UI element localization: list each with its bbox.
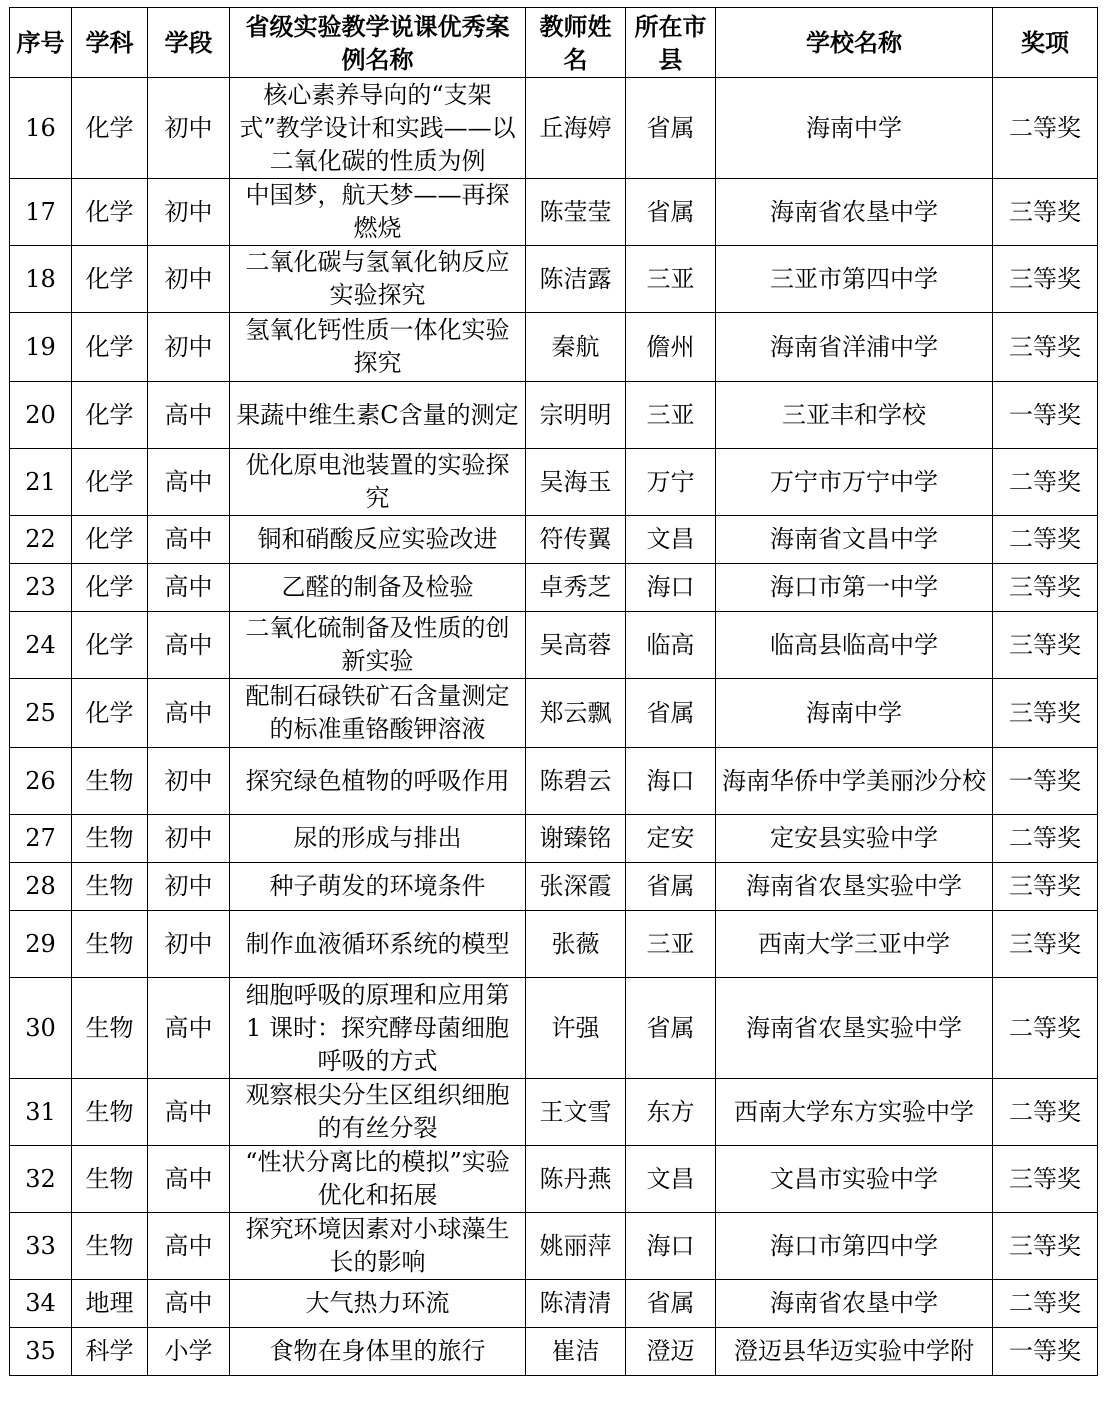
table-row xyxy=(10,382,1098,449)
cell-school: 海南中学 xyxy=(716,679,993,748)
header-case-name: 省级实验教学说课优秀案例名称 xyxy=(230,8,526,78)
cell-school: 西南大学三亚中学 xyxy=(716,911,993,978)
cell-subject: 科学 xyxy=(72,1328,148,1376)
cell-seq: 22 xyxy=(10,516,72,564)
cell-school: 海口市第一中学 xyxy=(716,564,993,612)
cell-subject: 化学 xyxy=(72,382,148,449)
cell-seq: 28 xyxy=(10,863,72,911)
cell-subject: 地理 xyxy=(72,1280,148,1328)
cell-teacher: 宗明明 xyxy=(526,382,626,449)
cell-county: 万宁 xyxy=(626,449,716,516)
header-school: 学校名称 xyxy=(716,8,993,78)
cell-seq: 32 xyxy=(10,1146,72,1213)
cell-award: 二等奖 xyxy=(993,1280,1098,1328)
table-row xyxy=(10,1213,1098,1280)
cell-seq: 31 xyxy=(10,1079,72,1146)
cell-subject: 生物 xyxy=(72,911,148,978)
table-row xyxy=(10,978,1098,1079)
table-row xyxy=(10,1146,1098,1213)
cell-case-name: 中国梦，航天梦——再探燃烧 xyxy=(230,179,526,246)
cell-seq: 25 xyxy=(10,679,72,748)
cell-case-name: 尿的形成与排出 xyxy=(230,815,526,863)
table-row xyxy=(10,679,1098,748)
cell-subject: 生物 xyxy=(72,978,148,1079)
cell-seq: 20 xyxy=(10,382,72,449)
cell-teacher: 谢臻铭 xyxy=(526,815,626,863)
cell-case-name: 二氧化碳与氢氧化钠反应实验探究 xyxy=(230,246,526,313)
cell-teacher: 崔洁 xyxy=(526,1328,626,1376)
cell-award: 三等奖 xyxy=(993,179,1098,246)
cell-stage: 初中 xyxy=(148,863,230,911)
cell-case-name: 探究绿色植物的呼吸作用 xyxy=(230,748,526,815)
cell-subject: 生物 xyxy=(72,1079,148,1146)
table-row xyxy=(10,78,1098,179)
cell-subject: 化学 xyxy=(72,449,148,516)
cell-award: 三等奖 xyxy=(993,313,1098,382)
cell-teacher: 许强 xyxy=(526,978,626,1079)
table-row xyxy=(10,863,1098,911)
table-body xyxy=(10,78,1098,1376)
cell-award: 三等奖 xyxy=(993,564,1098,612)
cell-stage: 初中 xyxy=(148,313,230,382)
cell-stage: 初中 xyxy=(148,748,230,815)
cell-seq: 30 xyxy=(10,978,72,1079)
cell-subject: 生物 xyxy=(72,748,148,815)
cell-school: 定安县实验中学 xyxy=(716,815,993,863)
cell-subject: 化学 xyxy=(72,246,148,313)
cell-stage: 高中 xyxy=(148,679,230,748)
cell-county: 临高 xyxy=(626,612,716,679)
cell-school: 海南中学 xyxy=(716,78,993,179)
cell-school: 万宁市万宁中学 xyxy=(716,449,993,516)
cell-case-name: 乙醛的制备及检验 xyxy=(230,564,526,612)
cell-subject: 化学 xyxy=(72,78,148,179)
cell-subject: 生物 xyxy=(72,815,148,863)
cell-county: 澄迈 xyxy=(626,1328,716,1376)
cell-seq: 19 xyxy=(10,313,72,382)
cell-case-name: 二氧化硫制备及性质的创新实验 xyxy=(230,612,526,679)
cell-school: 海南省农垦实验中学 xyxy=(716,978,993,1079)
header-county: 所在市县 xyxy=(626,8,716,78)
cell-award: 二等奖 xyxy=(993,1079,1098,1146)
header-seq: 序号 xyxy=(10,8,72,78)
cell-case-name: 细胞呼吸的原理和应用第 1 课时：探究酵母菌细胞呼吸的方式 xyxy=(230,978,526,1079)
cell-teacher: 陈莹莹 xyxy=(526,179,626,246)
awards-table xyxy=(9,7,1098,1376)
cell-teacher: 陈丹燕 xyxy=(526,1146,626,1213)
cell-award: 二等奖 xyxy=(993,815,1098,863)
cell-case-name: 种子萌发的环境条件 xyxy=(230,863,526,911)
header-award: 奖项 xyxy=(993,8,1098,78)
cell-school: 海南华侨中学美丽沙分校 xyxy=(716,748,993,815)
header-subject: 学科 xyxy=(72,8,148,78)
table-row xyxy=(10,1328,1098,1376)
cell-county: 三亚 xyxy=(626,246,716,313)
cell-seq: 29 xyxy=(10,911,72,978)
cell-award: 二等奖 xyxy=(993,78,1098,179)
table-row xyxy=(10,179,1098,246)
cell-county: 省属 xyxy=(626,1280,716,1328)
cell-stage: 高中 xyxy=(148,449,230,516)
cell-case-name: 核心素养导向的“支架式”教学设计和实践——以二氧化碳的性质为例 xyxy=(230,78,526,179)
cell-subject: 生物 xyxy=(72,1213,148,1280)
header-row xyxy=(10,8,1098,78)
table-row xyxy=(10,815,1098,863)
cell-stage: 高中 xyxy=(148,1146,230,1213)
cell-stage: 高中 xyxy=(148,564,230,612)
cell-stage: 初中 xyxy=(148,78,230,179)
table-row xyxy=(10,564,1098,612)
cell-case-name: 探究环境因素对小球藻生长的影响 xyxy=(230,1213,526,1280)
table-row xyxy=(10,1280,1098,1328)
cell-stage: 初中 xyxy=(148,815,230,863)
cell-county: 定安 xyxy=(626,815,716,863)
cell-award: 三等奖 xyxy=(993,246,1098,313)
table-row xyxy=(10,516,1098,564)
cell-school: 文昌市实验中学 xyxy=(716,1146,993,1213)
cell-school: 西南大学东方实验中学 xyxy=(716,1079,993,1146)
cell-case-name: 观察根尖分生区组织细胞的有丝分裂 xyxy=(230,1079,526,1146)
cell-county: 文昌 xyxy=(626,1146,716,1213)
header-stage: 学段 xyxy=(148,8,230,78)
cell-teacher: 符传翼 xyxy=(526,516,626,564)
cell-award: 三等奖 xyxy=(993,612,1098,679)
cell-county: 省属 xyxy=(626,978,716,1079)
cell-county: 三亚 xyxy=(626,911,716,978)
cell-teacher: 张薇 xyxy=(526,911,626,978)
cell-county: 三亚 xyxy=(626,382,716,449)
cell-county: 儋州 xyxy=(626,313,716,382)
cell-award: 三等奖 xyxy=(993,1146,1098,1213)
cell-school: 海口市第四中学 xyxy=(716,1213,993,1280)
cell-stage: 高中 xyxy=(148,1280,230,1328)
cell-stage: 初中 xyxy=(148,179,230,246)
cell-subject: 生物 xyxy=(72,863,148,911)
cell-subject: 生物 xyxy=(72,1146,148,1213)
table-row xyxy=(10,449,1098,516)
cell-seq: 27 xyxy=(10,815,72,863)
cell-stage: 高中 xyxy=(148,612,230,679)
cell-teacher: 秦航 xyxy=(526,313,626,382)
cell-award: 一等奖 xyxy=(993,382,1098,449)
cell-award: 二等奖 xyxy=(993,516,1098,564)
cell-subject: 化学 xyxy=(72,313,148,382)
cell-school: 海南省洋浦中学 xyxy=(716,313,993,382)
cell-county: 省属 xyxy=(626,179,716,246)
cell-stage: 初中 xyxy=(148,246,230,313)
cell-seq: 33 xyxy=(10,1213,72,1280)
cell-stage: 初中 xyxy=(148,911,230,978)
cell-teacher: 陈清清 xyxy=(526,1280,626,1328)
cell-county: 东方 xyxy=(626,1079,716,1146)
cell-stage: 高中 xyxy=(148,978,230,1079)
table-row xyxy=(10,911,1098,978)
cell-county: 省属 xyxy=(626,679,716,748)
cell-stage: 高中 xyxy=(148,382,230,449)
cell-subject: 化学 xyxy=(72,612,148,679)
cell-county: 省属 xyxy=(626,863,716,911)
cell-stage: 高中 xyxy=(148,1079,230,1146)
cell-seq: 26 xyxy=(10,748,72,815)
cell-award: 三等奖 xyxy=(993,679,1098,748)
cell-stage: 高中 xyxy=(148,1213,230,1280)
cell-county: 省属 xyxy=(626,78,716,179)
cell-subject: 化学 xyxy=(72,679,148,748)
cell-school: 澄迈县华迈实验中学附 xyxy=(716,1328,993,1376)
table-row xyxy=(10,313,1098,382)
cell-case-name: 制作血液循环系统的模型 xyxy=(230,911,526,978)
cell-subject: 化学 xyxy=(72,179,148,246)
cell-award: 二等奖 xyxy=(993,449,1098,516)
cell-teacher: 陈洁露 xyxy=(526,246,626,313)
cell-school: 三亚市第四中学 xyxy=(716,246,993,313)
cell-seq: 23 xyxy=(10,564,72,612)
cell-award: 一等奖 xyxy=(993,1328,1098,1376)
cell-seq: 16 xyxy=(10,78,72,179)
cell-case-name: “性状分离比的模拟”实验优化和拓展 xyxy=(230,1146,526,1213)
cell-teacher: 姚丽萍 xyxy=(526,1213,626,1280)
cell-school: 海南省文昌中学 xyxy=(716,516,993,564)
cell-teacher: 卓秀芝 xyxy=(526,564,626,612)
cell-seq: 35 xyxy=(10,1328,72,1376)
cell-county: 文昌 xyxy=(626,516,716,564)
cell-award: 二等奖 xyxy=(993,978,1098,1079)
cell-county: 海口 xyxy=(626,564,716,612)
cell-county: 海口 xyxy=(626,1213,716,1280)
cell-school: 三亚丰和学校 xyxy=(716,382,993,449)
cell-school: 海南省农垦实验中学 xyxy=(716,863,993,911)
cell-seq: 34 xyxy=(10,1280,72,1328)
cell-case-name: 配制石碌铁矿石含量测定的标准重铬酸钾溶液 xyxy=(230,679,526,748)
cell-teacher: 吴高蓉 xyxy=(526,612,626,679)
cell-award: 三等奖 xyxy=(993,1213,1098,1280)
cell-case-name: 果蔬中维生素C含量的测定 xyxy=(230,382,526,449)
cell-case-name: 氢氧化钙性质一体化实验探究 xyxy=(230,313,526,382)
header-teacher: 教师姓名 xyxy=(526,8,626,78)
cell-county: 海口 xyxy=(626,748,716,815)
cell-award: 一等奖 xyxy=(993,748,1098,815)
cell-teacher: 张深霞 xyxy=(526,863,626,911)
cell-subject: 化学 xyxy=(72,516,148,564)
cell-stage: 小学 xyxy=(148,1328,230,1376)
cell-seq: 21 xyxy=(10,449,72,516)
cell-school: 海南省农垦中学 xyxy=(716,179,993,246)
table-row xyxy=(10,1079,1098,1146)
table-row xyxy=(10,612,1098,679)
cell-teacher: 王文雪 xyxy=(526,1079,626,1146)
table-row xyxy=(10,246,1098,313)
cell-seq: 18 xyxy=(10,246,72,313)
cell-teacher: 丘海婷 xyxy=(526,78,626,179)
cell-stage: 高中 xyxy=(148,516,230,564)
cell-award: 三等奖 xyxy=(993,863,1098,911)
cell-teacher: 陈碧云 xyxy=(526,748,626,815)
cell-case-name: 优化原电池装置的实验探究 xyxy=(230,449,526,516)
cell-teacher: 吴海玉 xyxy=(526,449,626,516)
table-row xyxy=(10,748,1098,815)
cell-seq: 24 xyxy=(10,612,72,679)
cell-case-name: 大气热力环流 xyxy=(230,1280,526,1328)
cell-seq: 17 xyxy=(10,179,72,246)
cell-case-name: 食物在身体里的旅行 xyxy=(230,1328,526,1376)
cell-award: 三等奖 xyxy=(993,911,1098,978)
cell-school: 海南省农垦中学 xyxy=(716,1280,993,1328)
cell-case-name: 铜和硝酸反应实验改进 xyxy=(230,516,526,564)
cell-school: 临高县临高中学 xyxy=(716,612,993,679)
cell-teacher: 郑云飘 xyxy=(526,679,626,748)
cell-subject: 化学 xyxy=(72,564,148,612)
